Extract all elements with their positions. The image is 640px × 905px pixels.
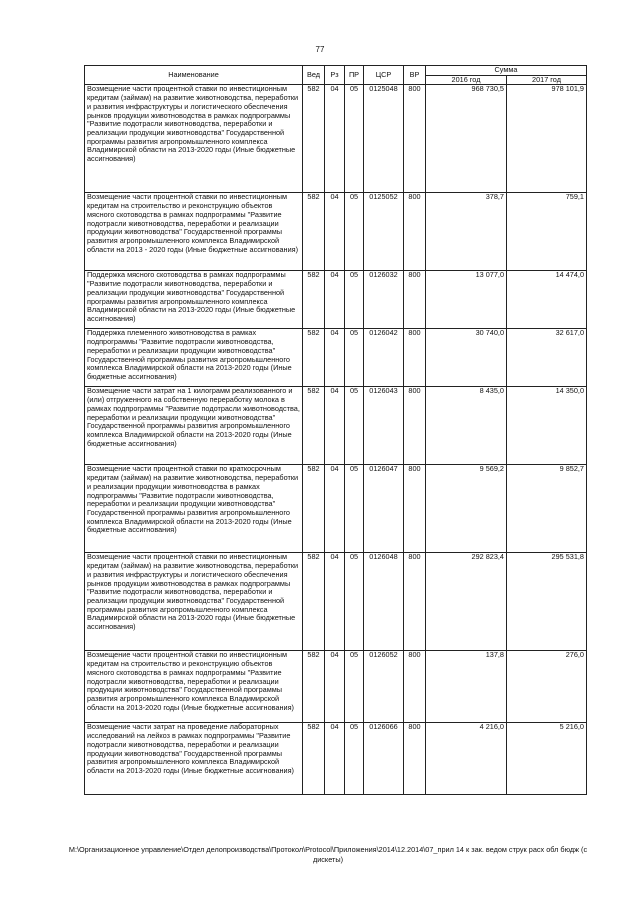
cell-y2016: 378,7: [426, 193, 507, 271]
cell-y2016: 292 823,4: [426, 553, 507, 651]
cell-y2016: 13 077,0: [426, 271, 507, 329]
cell-pr: 05: [345, 271, 364, 329]
cell-csr: 0125052: [364, 193, 404, 271]
cell-ved: 582: [303, 465, 325, 553]
cell-vr: 800: [404, 387, 426, 465]
cell-rz: 04: [325, 723, 345, 795]
cell-name: Возмещение части процентной ставки по инвестиционным кредитам на строительство и реконструкцию объектов мясного скотоводства в рамках подпрограммы "Развитие подотрасли животноводства, переработки и реализации продукции животноводства" Государственной программы развития агропромышленного комплекса Владимирской области на 2013-2020 годы (Иные бюджетные ассигнования): [85, 651, 303, 723]
cell-csr: 0126048: [364, 553, 404, 651]
header-2016: 2016 год: [426, 75, 507, 85]
cell-y2017: 9 852,7: [507, 465, 587, 553]
footer-file-path: М:\Организационное управление\Отдел делопроизводства\Протокол\Protocol\Приложения\2014\12.2014\07_прил 14 к зак. ведом струк расх обл бюдж (с дискеты): [68, 845, 588, 864]
cell-name: Возмещение части процентной ставки по краткосрочным кредитам (займам) на развитие животноводства, переработки и реализации продукции животноводства в рамках подпрограммы "Развитие подотрасли животноводства, переработки и реализации продукции животноводства" Государственной программы развития агропромышленного комплекса Владимирской области на 2013-2020 годы (Иные бюджетные ассигнования): [85, 465, 303, 553]
cell-rz: 04: [325, 651, 345, 723]
header-vr: ВР: [404, 66, 426, 85]
cell-vr: 800: [404, 553, 426, 651]
cell-name: Возмещение части затрат на 1 килограмм реализованного и (или) отгруженного на собственную переработку молока в рамках подпрограммы "Развитие подотрасли животноводства, переработки и реализации продукции животноводства" Государственной программы развития агропромышленного комплекса Владимирской области на 2013-2020 годы (Иные бюджетные ассигнования): [85, 387, 303, 465]
cell-vr: 800: [404, 723, 426, 795]
cell-rz: 04: [325, 387, 345, 465]
cell-rz: 04: [325, 553, 345, 651]
cell-csr: 0126043: [364, 387, 404, 465]
cell-rz: 04: [325, 465, 345, 553]
cell-name: Поддержка племенного животноводства в рамках подпрограммы "Развитие подотрасли животноводства, переработки и реализации продукции животноводства" Государственной программы развития агропромышленного комплекса Владимирской области на 2013-2020 годы (Иные бюджетные ассигнования): [85, 329, 303, 387]
cell-rz: 04: [325, 193, 345, 271]
table-row: [85, 651, 587, 723]
cell-vr: 800: [404, 651, 426, 723]
cell-name: Возмещение части процентной ставки по инвестиционным кредитам на строительство и реконструкцию объектов мясного скотоводства в рамках подпрограммы "Развитие подотрасли животноводства, переработки и реализации продукции животноводства" Государственной программы развития агропромышленного комплекса Владимирской области на 2013 - 2020 годы (Иные бюджетные ассигнования): [85, 193, 303, 271]
header-rz: Рз: [325, 66, 345, 85]
table-row: [85, 387, 587, 465]
cell-pr: 05: [345, 193, 364, 271]
cell-vr: 800: [404, 193, 426, 271]
cell-pr: 05: [345, 387, 364, 465]
cell-pr: 05: [345, 329, 364, 387]
cell-y2017: 32 617,0: [507, 329, 587, 387]
cell-csr: 0126047: [364, 465, 404, 553]
cell-name: Поддержка мясного скотоводства в рамках подпрограммы "Развитие подотрасли животноводства, переработки и реализации продукции животноводства" Государственной программы развития агропромышленного комплекса Владимирской области на 2013-2020 годы (Иные бюджетные ассигнования): [85, 271, 303, 329]
cell-ved: 582: [303, 329, 325, 387]
cell-csr: 0126042: [364, 329, 404, 387]
cell-csr: 0126066: [364, 723, 404, 795]
cell-vr: 800: [404, 329, 426, 387]
cell-y2016: 968 730,5: [426, 85, 507, 193]
cell-ved: 582: [303, 193, 325, 271]
cell-rz: 04: [325, 85, 345, 193]
table-body: [85, 85, 587, 795]
cell-ved: 582: [303, 553, 325, 651]
cell-csr: 0125048: [364, 85, 404, 193]
cell-y2016: 30 740,0: [426, 329, 507, 387]
cell-y2017: 295 531,8: [507, 553, 587, 651]
cell-y2017: 759,1: [507, 193, 587, 271]
page-number: 77: [315, 45, 325, 54]
cell-y2016: 9 569,2: [426, 465, 507, 553]
table-row: [85, 465, 587, 553]
table-row: [85, 553, 587, 651]
cell-pr: 05: [345, 465, 364, 553]
cell-vr: 800: [404, 85, 426, 193]
cell-y2017: 978 101,9: [507, 85, 587, 193]
cell-vr: 800: [404, 271, 426, 329]
cell-name: Возмещение части затрат на проведение лабораторных исследований на лейкоз в рамках подпрограммы "Развитие подотрасли животноводства, переработки и реализации продукции животноводства" Государственной программы развития агропромышленного комплекса Владимирской области на 2013-2020 годы (Иные бюджетные ассигнования): [85, 723, 303, 795]
cell-rz: 04: [325, 329, 345, 387]
cell-y2016: 8 435,0: [426, 387, 507, 465]
cell-ved: 582: [303, 387, 325, 465]
table-row: [85, 329, 587, 387]
header-pr: ПР: [345, 66, 364, 85]
budget-table: [84, 65, 587, 795]
cell-pr: 05: [345, 553, 364, 651]
table-row: [85, 723, 587, 795]
cell-name: Возмещение части процентной ставки по инвестиционным кредитам (займам) на развитие животноводства, переработки и развития инфраструктуры и логистического обеспечения рынков продукции животноводства в рамках подпрограммы "Развитие подотрасли животноводства, переработки и реализации продукции животноводства" Государственной программы развития агропромышленного комплекса Владимирской области на 2013-2020 годы (Иные бюджетные ассигнования): [85, 85, 303, 193]
header-ved: Вед: [303, 66, 325, 85]
cell-y2017: 276,0: [507, 651, 587, 723]
cell-ved: 582: [303, 271, 325, 329]
table-row: [85, 85, 587, 193]
header-csr: ЦСР: [364, 66, 404, 85]
header-2017: 2017 год: [507, 75, 587, 85]
cell-csr: 0126052: [364, 651, 404, 723]
cell-pr: 05: [345, 723, 364, 795]
table-row: [85, 193, 587, 271]
table-row: [85, 271, 587, 329]
table-header-row: [85, 66, 587, 76]
cell-y2017: 14 350,0: [507, 387, 587, 465]
header-sum: Сумма: [426, 66, 587, 76]
cell-name: Возмещение части процентной ставки по инвестиционным кредитам (займам) на развитие животноводства, переработки и развития инфраструктуры и логистического обеспечения рынков продукции животноводства в рамках подпрограммы "Развитие подотрасли животноводства, переработки и реализации продукции животноводства" Государственной программы развития агропромышленного комплекса Владимирской области на 2013-2020 годы (Иные бюджетные ассигнования): [85, 553, 303, 651]
header-name: Наименование: [85, 66, 303, 85]
cell-y2017: 5 216,0: [507, 723, 587, 795]
cell-y2017: 14 474,0: [507, 271, 587, 329]
cell-ved: 582: [303, 723, 325, 795]
cell-ved: 582: [303, 85, 325, 193]
cell-y2016: 4 216,0: [426, 723, 507, 795]
cell-pr: 05: [345, 85, 364, 193]
cell-ved: 582: [303, 651, 325, 723]
cell-csr: 0126032: [364, 271, 404, 329]
cell-pr: 05: [345, 651, 364, 723]
cell-y2016: 137,8: [426, 651, 507, 723]
cell-vr: 800: [404, 465, 426, 553]
cell-rz: 04: [325, 271, 345, 329]
